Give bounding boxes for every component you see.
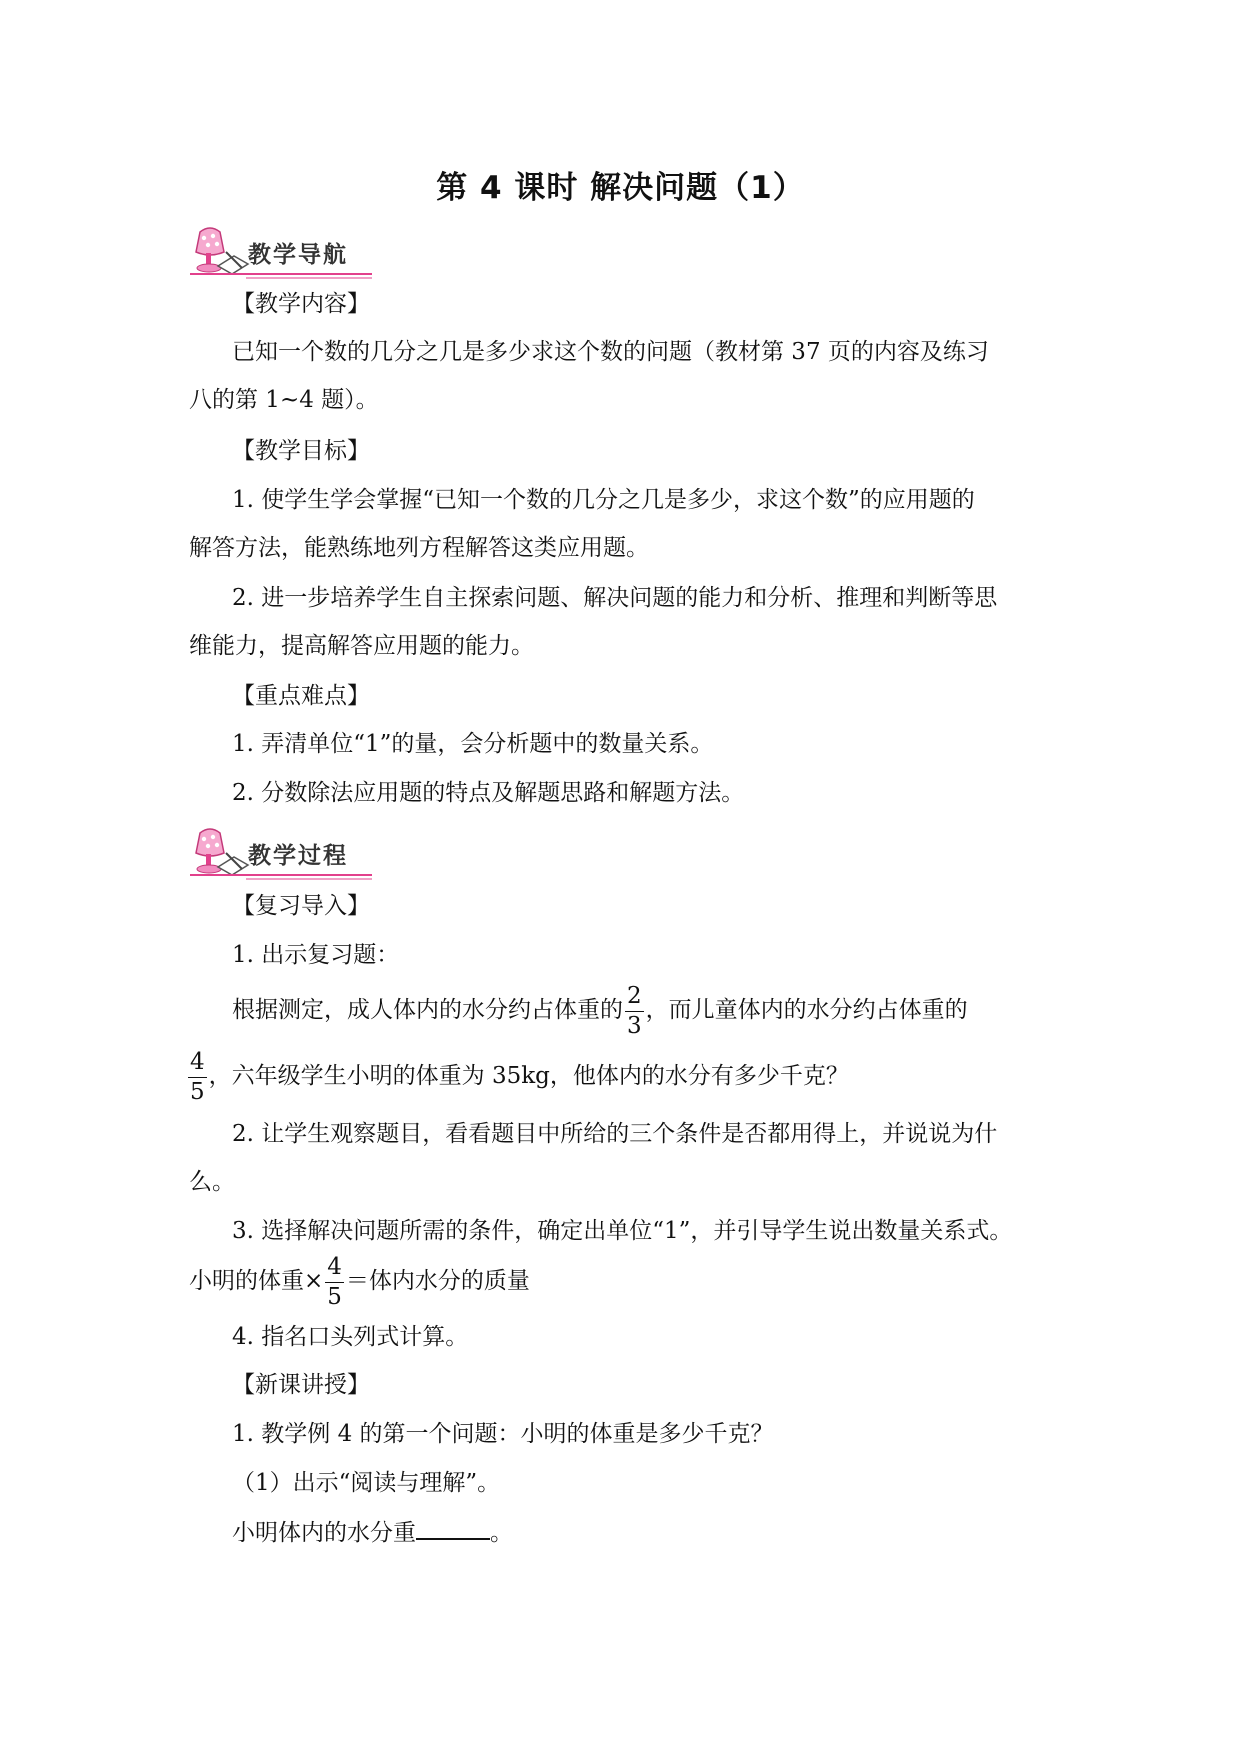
page-title: 第 4 课时 解决问题（1） xyxy=(436,170,805,206)
fraction-four-fifths xyxy=(325,1253,344,1310)
review-1a-pre: 根据测定，成人体内的水分约占体重的 xyxy=(232,997,623,1023)
key-2: 2. 分数除法应用题的特点及解题思路和解题方法。 xyxy=(232,780,745,806)
fraction-denominator: 5 xyxy=(190,1078,205,1105)
goal-1a: 1. 使学生学会掌握“已知一个数的几分之几是多少，求这个数”的应用题的 xyxy=(232,487,975,513)
fraction-four-fifths xyxy=(188,1048,207,1105)
new-1: 1. 教学例 4 的第一个问题：小明的体重是多少千克？ xyxy=(232,1421,774,1447)
review-1b-line xyxy=(186,1046,849,1106)
goal-1b: 解答方法，能熟练地列方程解答这类应用题。 xyxy=(189,535,649,561)
goal-2a: 2. 进一步培养学生自主探索问题、解决问题的能力和分析、推理和判断等思 xyxy=(232,585,998,611)
review-3b-line xyxy=(189,1251,530,1311)
review-2a: 2. 让学生观察题目，看看题目中所给的三个条件是否都用得上，并说说为什 xyxy=(232,1121,998,1147)
new-3-pre: 小明体内的水分重 xyxy=(232,1520,416,1546)
key-1: 1. 弄清单位“1”的量，会分析题中的数量关系。 xyxy=(232,731,714,757)
fraction-two-thirds xyxy=(625,982,644,1039)
review-3b-post: ＝体内水分的质量 xyxy=(345,1268,530,1294)
new-3-line xyxy=(232,1516,513,1549)
section-banner-nav xyxy=(186,222,376,282)
new-2: （1）出示“阅读与理解”。 xyxy=(232,1470,501,1496)
answer-blank[interactable] xyxy=(416,1516,490,1540)
section-banner-process xyxy=(186,823,376,883)
review-1: 1. 出示复习题： xyxy=(232,942,400,968)
goal-2b: 维能力，提高解答应用题的能力。 xyxy=(189,633,534,659)
fraction-denominator: 3 xyxy=(627,1012,642,1039)
heading-review: 【复习导入】 xyxy=(232,893,370,919)
content-line-2: 八的第 1~4 题）。 xyxy=(189,387,379,413)
review-1b-text: ，六年级学生小明的体重为 35kg，他体内的水分有多少千克？ xyxy=(208,1063,849,1089)
heading-key: 【重点难点】 xyxy=(232,683,370,709)
banner-title: 教学导航 xyxy=(248,242,348,268)
fraction-numerator: 4 xyxy=(188,1051,207,1078)
review-3: 3. 选择解决问题所需的条件，确定出单位“1”，并引导学生说出数量关系式。 xyxy=(232,1218,1013,1244)
review-1a-post: ，而儿童体内的水分约占体重的 xyxy=(645,997,968,1023)
review-1-problem-line xyxy=(232,980,968,1040)
fraction-numerator: 2 xyxy=(625,985,644,1012)
new-3-post: 。 xyxy=(490,1520,513,1546)
heading-content: 【教学内容】 xyxy=(232,291,370,317)
banner-title: 教学过程 xyxy=(248,843,348,869)
review-4: 4. 指名口头列式计算。 xyxy=(232,1324,469,1350)
fraction-numerator: 4 xyxy=(325,1256,344,1283)
heading-goals: 【教学目标】 xyxy=(232,438,370,464)
review-3b-pre: 小明的体重× xyxy=(189,1268,324,1294)
review-2b: 么。 xyxy=(189,1169,235,1195)
fraction-denominator: 5 xyxy=(327,1283,342,1310)
heading-new: 【新课讲授】 xyxy=(232,1372,370,1398)
content-line-1: 已知一个数的几分之几是多少求这个数的问题（教材第 37 页的内容及练习 xyxy=(232,339,989,365)
